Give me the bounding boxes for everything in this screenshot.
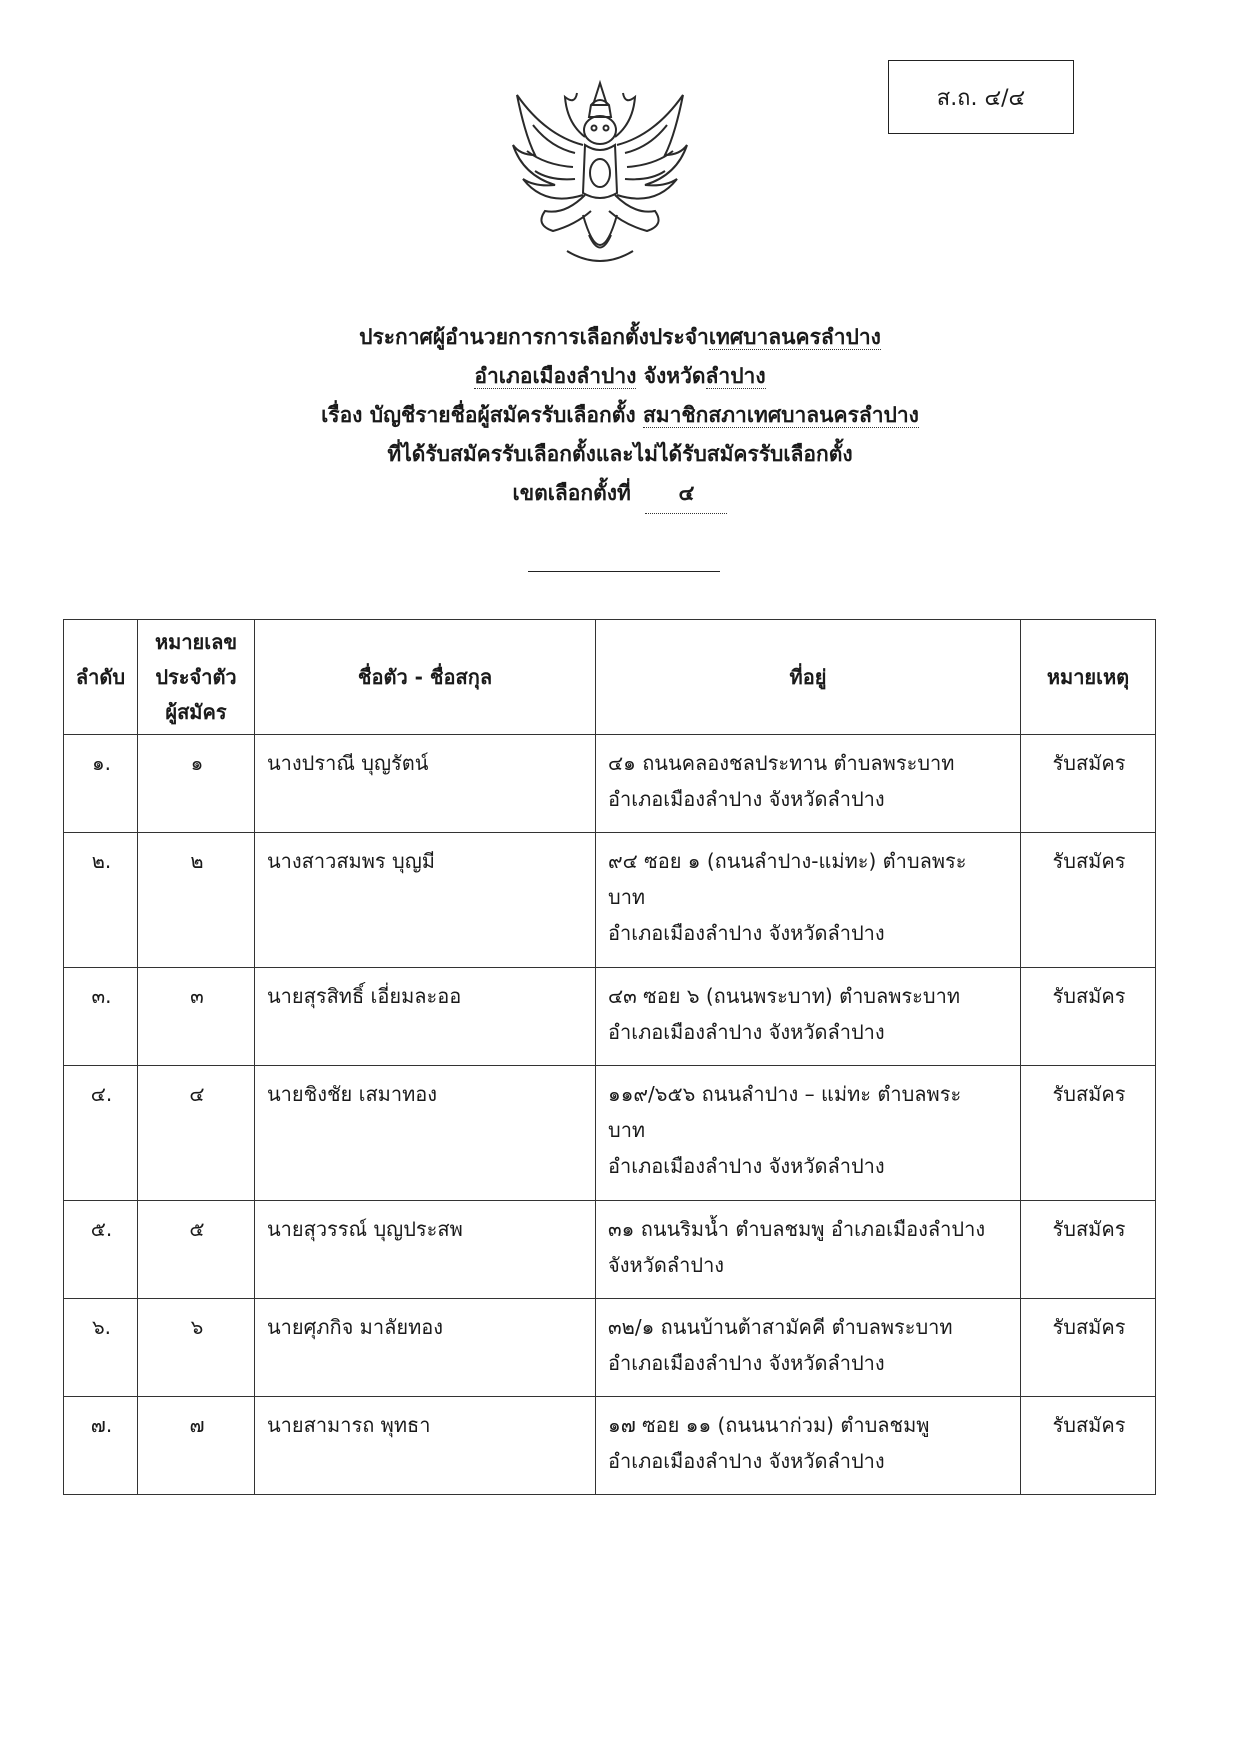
col-name-header: ชื่อตัว - ชื่อสกุล xyxy=(255,620,596,735)
table-row xyxy=(64,1397,1156,1495)
candidate-address: ๙๔ ซอย ๑ (ถนนลำปาง-แม่ทะ) ตำบลพระ บาท อำเภอเมืองลำปาง จังหวัดลำปาง xyxy=(596,833,1021,968)
table-row xyxy=(64,735,1156,833)
form-code: ส.ถ. ๔/๔ xyxy=(888,60,1074,134)
table-row xyxy=(64,833,1156,968)
row-order: ๓. xyxy=(64,968,138,1066)
announcement-location: อำเภอเมืองลำปาง จังหวัดลำปาง xyxy=(474,364,766,388)
candidate-number: ๑ xyxy=(138,735,255,833)
electoral-zone: เขตเลือกตั้งที่ ๔ xyxy=(0,474,1240,514)
candidate-name: นางสาวสมพร บุญมี xyxy=(255,833,596,968)
status-note: รับสมัคร xyxy=(1021,1066,1156,1201)
table-row xyxy=(64,1066,1156,1201)
candidate-number: ๕ xyxy=(138,1201,255,1299)
announcement-scope: ที่ได้รับสมัครรับเลือกตั้งและไม่ได้รับสมัครรับเลือกตั้ง xyxy=(387,442,853,466)
candidate-number: ๖ xyxy=(138,1299,255,1397)
candidate-table xyxy=(63,619,1156,1495)
table-row xyxy=(64,1299,1156,1397)
candidate-number: ๒ xyxy=(138,833,255,968)
status-note: รับสมัคร xyxy=(1021,833,1156,968)
status-note: รับสมัคร xyxy=(1021,1201,1156,1299)
candidate-name: นายสุรสิทธิ์ เอี่ยมละออ xyxy=(255,968,596,1066)
candidate-address: ๑๗ ซอย ๑๑ (ถนนนาก่วม) ตำบลชมพู อำเภอเมืองลำปาง จังหวัดลำปาง xyxy=(596,1397,1021,1495)
candidate-address: ๔๓ ซอย ๖ (ถนนพระบาท) ตำบลพระบาท อำเภอเมืองลำปาง จังหวัดลำปาง xyxy=(596,968,1021,1066)
candidate-name: นายสุวรรณ์ บุญประสพ xyxy=(255,1201,596,1299)
announcement-subject: เรื่อง บัญชีรายชื่อผู้สมัครรับเลือกตั้ง สมาชิกสภาเทศบาลนครลำปาง xyxy=(321,403,919,427)
col-candidate-number-header: หมายเลข ประจำตัว ผู้สมัคร xyxy=(138,620,255,735)
status-note: รับสมัคร xyxy=(1021,1299,1156,1397)
divider xyxy=(528,571,720,572)
status-note: รับสมัคร xyxy=(1021,1397,1156,1495)
table-row xyxy=(64,968,1156,1066)
candidate-name: นายชิงชัย เสมาทอง xyxy=(255,1066,596,1201)
garuda-emblem xyxy=(505,75,695,270)
col-address-header: ที่อยู่ xyxy=(596,620,1021,735)
announcement-header xyxy=(0,318,1240,514)
col-note-header: หมายเหตุ xyxy=(1021,620,1156,735)
candidate-address: ๓๑ ถนนริมน้ำ ตำบลชมพู อำเภอเมืองลำปาง จังหวัดลำปาง xyxy=(596,1201,1021,1299)
candidate-address: ๑๑๙/๖๕๖ ถนนลำปาง – แม่ทะ ตำบลพระ บาท อำเภอเมืองลำปาง จังหวัดลำปาง xyxy=(596,1066,1021,1201)
candidate-name: นายศุภกิจ มาลัยทอง xyxy=(255,1299,596,1397)
candidate-name: นางปราณี บุญรัตน์ xyxy=(255,735,596,833)
row-order: ๕. xyxy=(64,1201,138,1299)
status-note: รับสมัคร xyxy=(1021,735,1156,833)
zone-number: ๔ xyxy=(645,474,727,514)
col-order-header: ลำดับ xyxy=(64,620,138,735)
table-row xyxy=(64,1201,1156,1299)
table-header-row xyxy=(64,620,1156,735)
status-note: รับสมัคร xyxy=(1021,968,1156,1066)
candidate-number: ๔ xyxy=(138,1066,255,1201)
candidate-number: ๗ xyxy=(138,1397,255,1495)
candidate-address: ๓๒/๑ ถนนบ้านต้าสามัคคี ตำบลพระบาท อำเภอเมืองลำปาง จังหวัดลำปาง xyxy=(596,1299,1021,1397)
row-order: ๒. xyxy=(64,833,138,968)
candidate-number: ๓ xyxy=(138,968,255,1066)
candidate-name: นายสามารถ พุทธา xyxy=(255,1397,596,1495)
row-order: ๗. xyxy=(64,1397,138,1495)
announcement-title: ประกาศผู้อำนวยการการเลือกตั้งประจำเทศบาลนครลำปาง xyxy=(359,325,881,349)
row-order: ๖. xyxy=(64,1299,138,1397)
row-order: ๔. xyxy=(64,1066,138,1201)
candidate-address: ๔๑ ถนนคลองชลประทาน ตำบลพระบาท อำเภอเมืองลำปาง จังหวัดลำปาง xyxy=(596,735,1021,833)
row-order: ๑. xyxy=(64,735,138,833)
